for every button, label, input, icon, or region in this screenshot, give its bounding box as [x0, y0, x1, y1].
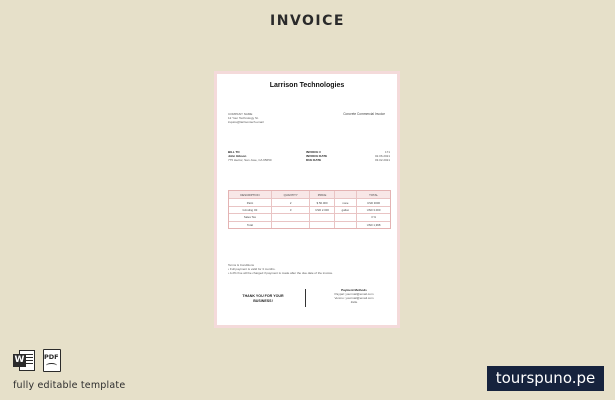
meta-label: INVOICE #	[306, 150, 321, 154]
table-cell: gallon	[334, 207, 357, 213]
payment-methods	[316, 288, 392, 304]
invoice-sheet	[217, 74, 397, 325]
terms-title: Terms & Conditions	[228, 263, 255, 267]
terms-line: • Full payment is valid for 3 months.	[228, 267, 276, 271]
meta-row	[306, 158, 390, 162]
word-badge: W	[14, 355, 25, 365]
table-cell: USD 2.000	[309, 207, 333, 213]
table-cell: USD 3.000	[356, 207, 390, 213]
invoice-preview	[214, 71, 400, 328]
invoice-meta	[306, 150, 390, 162]
terms-line: • A 2% fine will be charged if payment is made after the due date of the invoice.	[228, 271, 333, 275]
meta-value: 02.06.2021	[374, 154, 390, 158]
table-cell	[334, 214, 357, 220]
table-cell	[309, 222, 333, 228]
thank-you-note: THANK YOU FOR YOUR BUSINESS!	[242, 294, 284, 303]
from-line: inquire@larrisontech.email	[228, 120, 264, 124]
meta-label: INVOICE DATE	[306, 154, 328, 158]
items-table	[228, 190, 391, 229]
table-cell: 2	[271, 199, 310, 205]
bill-to-block	[228, 150, 288, 162]
table-header: TOTAL	[356, 191, 390, 198]
divider	[305, 289, 306, 307]
bill-to-name: John Gibson	[228, 154, 247, 158]
table-cell: Sales Tax	[243, 215, 256, 220]
table-cell: USD 3000	[356, 199, 390, 205]
bill-to-label: BILL TO	[228, 150, 240, 154]
table-cell: Total	[246, 222, 253, 227]
brand-badge[interactable]: tourspuno.pe	[487, 366, 604, 391]
from-line: 12 Your Technology St.	[228, 116, 259, 120]
table-row	[229, 206, 390, 213]
terms-block	[228, 263, 388, 275]
table-cell: 3 %	[356, 214, 390, 220]
table-cell: $ 50.000	[309, 199, 333, 205]
document-type: Concrete Commercial Invoice	[343, 112, 385, 116]
table-header-row	[229, 191, 390, 198]
table-cell	[271, 222, 310, 228]
from-block	[228, 112, 288, 124]
page-heading: INVOICE	[270, 13, 345, 29]
table-cell: USD 1,998	[356, 222, 390, 228]
bill-to-address: 775 Hector, San Jose, CA 95650	[228, 158, 272, 162]
table-cell: Grinding Oil	[242, 207, 258, 212]
meta-label: DUE DATE	[306, 158, 322, 162]
from-line: COMPANY NAME	[228, 112, 253, 116]
table-header: DESCRIPTION	[240, 192, 260, 197]
payment-line: Zelle	[350, 300, 358, 304]
table-cell: none	[334, 199, 357, 205]
table-cell: Paint	[246, 200, 254, 205]
table-row	[229, 198, 390, 205]
editable-caption: fully editable template	[13, 380, 126, 391]
table-cell: 3	[271, 207, 310, 213]
table-row	[229, 213, 390, 220]
meta-value: 03.02.2021	[374, 158, 390, 162]
table-cell	[271, 214, 310, 220]
meta-value: 171	[384, 150, 390, 154]
company-title: Larrison Technologies	[269, 82, 345, 89]
table-row	[229, 221, 390, 228]
payment-title: Payment Methods	[341, 288, 367, 292]
table-cell	[334, 222, 357, 228]
table-header: PRICE	[309, 191, 333, 198]
format-icons	[13, 349, 63, 373]
table-header: QUANTITY	[271, 191, 310, 198]
pdf-icon	[41, 349, 63, 373]
payment-line: Paypal: yourmail@email.com	[334, 292, 374, 296]
word-icon	[13, 349, 37, 373]
table-header	[334, 191, 357, 198]
table-cell	[309, 214, 333, 220]
pdf-label: PDF	[44, 353, 59, 361]
payment-line: Venmo: yourmail@email.com	[334, 296, 374, 300]
